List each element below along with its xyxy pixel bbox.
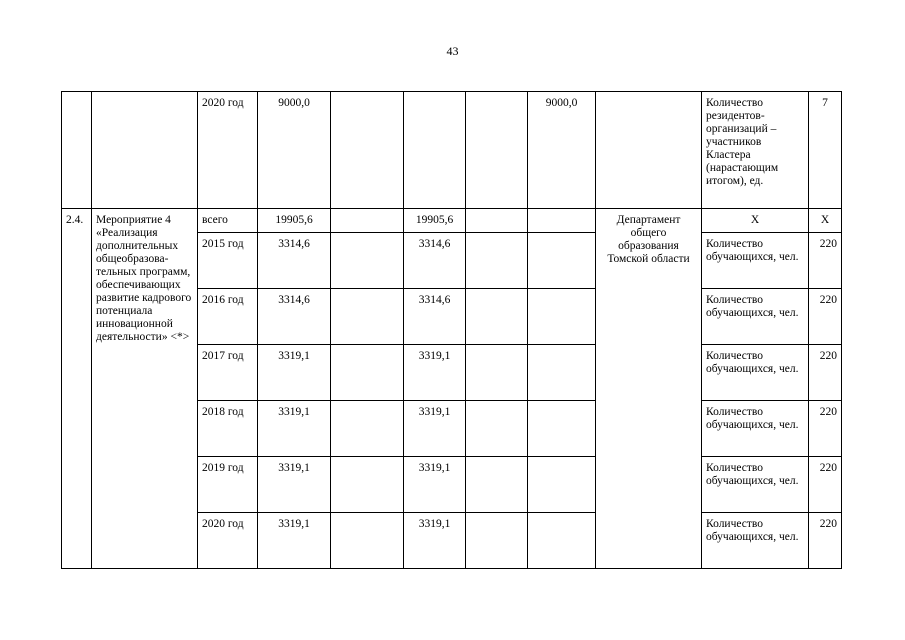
regional-cell: 3314,6: [404, 289, 466, 345]
row-number-cell: 2.4.: [62, 209, 92, 569]
other-cell: [528, 513, 596, 569]
indicator-cell: Количество резидентов-организаций – участников Кластера (нарастающим итогом), ед.: [702, 92, 809, 209]
indicator-value-cell: 220: [809, 513, 842, 569]
federal-cell: [331, 457, 404, 513]
indicator-value-cell: 220: [809, 345, 842, 401]
page-number: 43: [446, 44, 459, 58]
indicator-cell: Количество обучающихся, чел.: [702, 233, 809, 289]
total-cell: 19905,6: [258, 209, 331, 233]
total-cell: 3319,1: [258, 513, 331, 569]
regional-cell: 3319,1: [404, 457, 466, 513]
table-row: [62, 92, 842, 209]
year-cell: 2018 год: [198, 401, 258, 457]
federal-cell: [331, 345, 404, 401]
local-cell: [466, 209, 528, 233]
federal-cell: [331, 92, 404, 209]
total-cell: 3319,1: [258, 345, 331, 401]
indicator-value-cell: 220: [809, 233, 842, 289]
regional-cell: 3319,1: [404, 401, 466, 457]
year-cell: 2020 год: [198, 92, 258, 209]
total-cell: 3319,1: [258, 457, 331, 513]
local-cell: [466, 401, 528, 457]
other-cell: [528, 289, 596, 345]
indicator-cell: Количество обучающихся, чел.: [702, 289, 809, 345]
other-cell: [528, 345, 596, 401]
indicator-cell: Количество обучающихся, чел.: [702, 457, 809, 513]
federal-cell: [331, 289, 404, 345]
regional-cell: 19905,6: [404, 209, 466, 233]
year-cell: 2017 год: [198, 345, 258, 401]
regional-cell: 3319,1: [404, 345, 466, 401]
activity-name-cell: [92, 92, 198, 209]
row-number-cell: [62, 92, 92, 209]
budget-table: [61, 91, 842, 569]
federal-cell: [331, 513, 404, 569]
indicator-value-cell: 220: [809, 401, 842, 457]
regional-cell: [404, 92, 466, 209]
responsible-cell: Департамент общего образования Томской области: [596, 209, 702, 569]
year-cell: 2019 год: [198, 457, 258, 513]
responsible-cell: [596, 92, 702, 209]
indicator-cell: Количество обучающихся, чел.: [702, 401, 809, 457]
other-cell: [528, 401, 596, 457]
total-cell: 9000,0: [258, 92, 331, 209]
activity-name-cell: Мероприятие 4 «Реализация дополнительных общеобразова-тельных программ, обеспечивающих развитие кадрового потенциала инновационной деятельности» <*>: [92, 209, 198, 569]
other-cell: [528, 457, 596, 513]
year-cell: 2015 год: [198, 233, 258, 289]
regional-cell: 3319,1: [404, 513, 466, 569]
local-cell: [466, 233, 528, 289]
indicator-value-cell: Х: [809, 209, 842, 233]
federal-cell: [331, 233, 404, 289]
federal-cell: [331, 401, 404, 457]
indicator-cell: Х: [702, 209, 809, 233]
indicator-value-cell: 220: [809, 289, 842, 345]
local-cell: [466, 289, 528, 345]
indicator-value-cell: 220: [809, 457, 842, 513]
table-row: [62, 209, 842, 233]
other-cell: [528, 209, 596, 233]
regional-cell: 3314,6: [404, 233, 466, 289]
federal-cell: [331, 209, 404, 233]
year-cell: 2016 год: [198, 289, 258, 345]
year-cell: 2020 год: [198, 513, 258, 569]
indicator-value-cell: 7: [809, 92, 842, 209]
indicator-cell: Количество обучающихся, чел.: [702, 345, 809, 401]
local-cell: [466, 345, 528, 401]
total-cell: 3319,1: [258, 401, 331, 457]
year-cell: всего: [198, 209, 258, 233]
local-cell: [466, 92, 528, 209]
local-cell: [466, 513, 528, 569]
other-cell: [528, 233, 596, 289]
other-cell: 9000,0: [528, 92, 596, 209]
local-cell: [466, 457, 528, 513]
indicator-cell: Количество обучающихся, чел.: [702, 513, 809, 569]
total-cell: 3314,6: [258, 289, 331, 345]
total-cell: 3314,6: [258, 233, 331, 289]
